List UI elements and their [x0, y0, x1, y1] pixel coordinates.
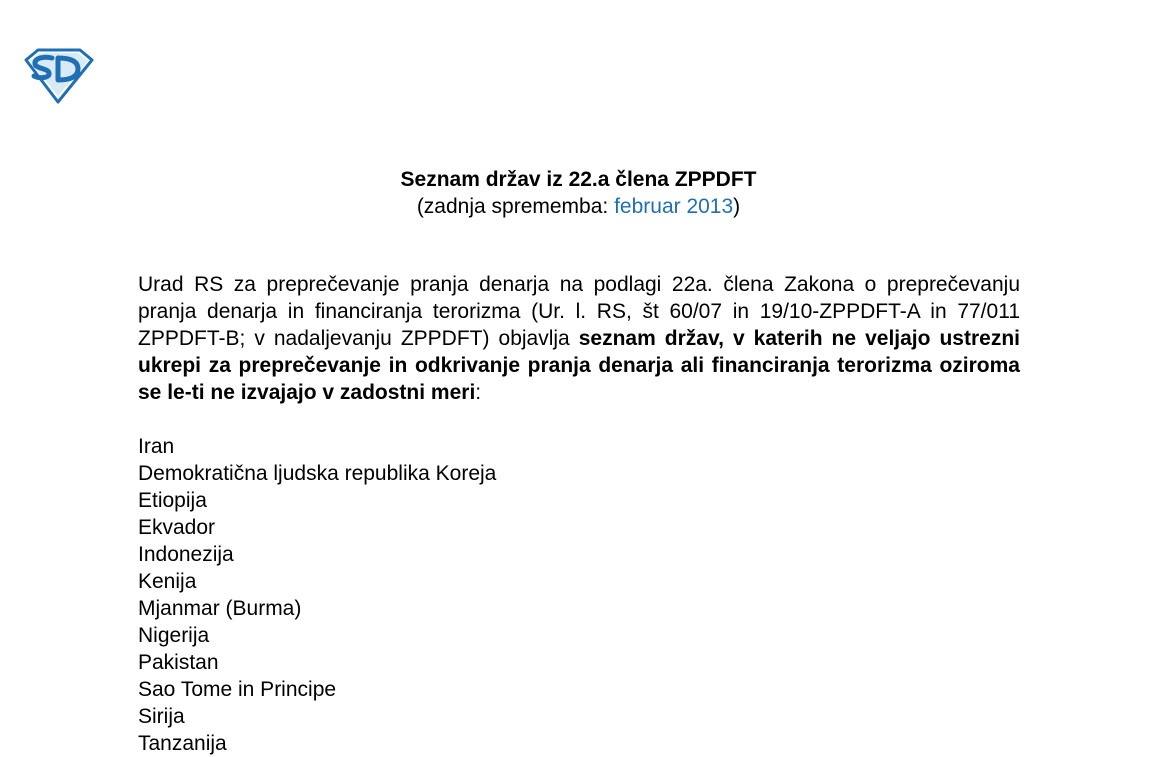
list-item: Mjanmar (Burma): [138, 597, 302, 620]
country-list: [138, 433, 496, 757]
document-title: Seznam držav iz 22.a člena ZPPDFT: [400, 168, 757, 191]
list-item: Sao Tome in Principe: [138, 678, 337, 701]
list-item: Nigerija: [138, 624, 210, 647]
subtitle-prefix: (zadnja sprememba:: [416, 195, 615, 218]
subtitle-suffix: ): [733, 195, 741, 218]
list-item: Kenija: [138, 570, 197, 593]
sd-diamond-logo-icon: [22, 48, 96, 104]
intro-paragraph: [138, 271, 1020, 406]
list-item: Demokratična ljudska republika Koreja: [138, 462, 497, 485]
list-item: Sirija: [138, 705, 185, 728]
list-item: Etiopija: [138, 489, 207, 512]
document-subtitle: [0, 193, 1157, 220]
last-change-date: februar 2013: [614, 195, 734, 218]
sd-logo: [22, 48, 96, 104]
list-item: Ekvador: [138, 516, 216, 539]
intro-bold-text: seznam držav, v katerih ne veljajo ustrezni ukrepi za preprečevanje in odkrivanje pranja denarja ali financiranja terorizma oziroma se le-ti ne izvajajo v zadostni meri: [138, 327, 1020, 404]
list-item: Tanzanija: [138, 732, 227, 755]
list-item: Iran: [138, 435, 175, 458]
list-item: Pakistan: [138, 651, 219, 674]
intro-regular-text: Urad RS za preprečevanje pranja denarja na podlagi 22a. člena Zakona o preprečevanju pranja denarja in financiranja terorizma (Ur. l. RS, št 60/07 in 19/10-ZPPDFT-A in 77/011 ZPPDFT-B; v nadaljevanju ZPPDFT) objavlja: [138, 273, 1020, 350]
intro-end-text: :: [475, 381, 482, 404]
list-item: Indonezija: [138, 543, 234, 566]
document-header: [0, 166, 1157, 220]
